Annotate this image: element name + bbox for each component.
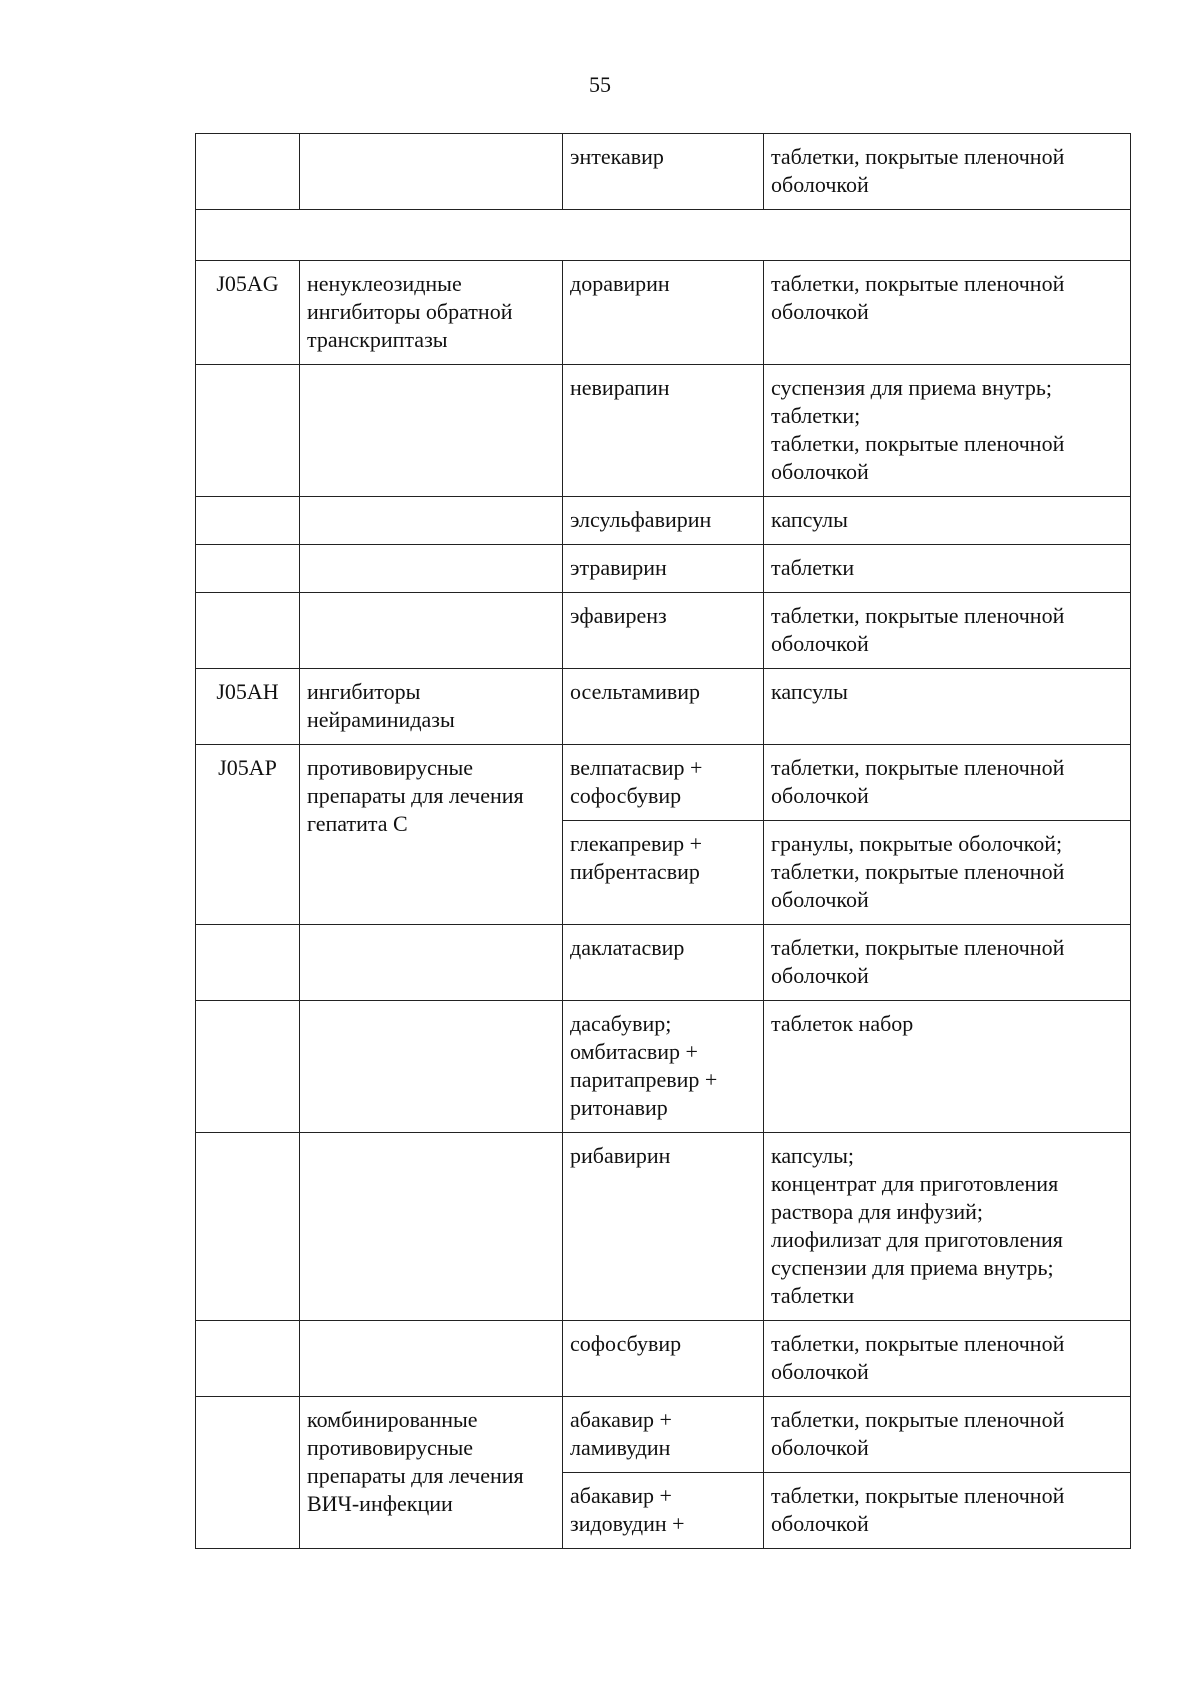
group-cell: противовирусные препараты для лечения гепатита С — [300, 745, 563, 925]
drug-cell: эфавиренз — [563, 593, 764, 669]
drug-cell: дасабувир; омбитасвир + паритапревир + ритонавир — [563, 1001, 764, 1133]
atc-code-cell: J05AP — [196, 745, 300, 925]
dosage-form-cell: гранулы, покрытые оболочкой; таблетки, покрытые пленочной оболочкой — [764, 821, 1131, 925]
empty-cell — [196, 210, 1131, 261]
group-cell — [300, 1001, 563, 1133]
dosage-form-cell: таблетки, покрытые пленочной оболочкой — [764, 134, 1131, 210]
drug-cell: абакавир + зидовудин + — [563, 1473, 764, 1549]
table-row — [196, 1397, 1131, 1473]
dosage-form-cell: таблетки, покрытые пленочной оболочкой — [764, 925, 1131, 1001]
dosage-form-cell: таблетки, покрытые пленочной оболочкой — [764, 1397, 1131, 1473]
group-cell — [300, 365, 563, 497]
dosage-form-cell: таблетки, покрытые пленочной оболочкой — [764, 593, 1131, 669]
dosage-form-cell: капсулы — [764, 497, 1131, 545]
drug-table — [195, 133, 1131, 1549]
group-cell — [300, 497, 563, 545]
group-cell: комбинированные противовирусные препараты для лечения ВИЧ-инфекции — [300, 1397, 563, 1549]
dosage-form-cell: капсулы — [764, 669, 1131, 745]
drug-cell: велпатасвир + софосбувир — [563, 745, 764, 821]
table-row — [196, 497, 1131, 545]
table-row — [196, 1321, 1131, 1397]
group-cell: ингибиторы нейраминидазы — [300, 669, 563, 745]
atc-code-cell — [196, 1133, 300, 1321]
dosage-form-cell: таблеток набор — [764, 1001, 1131, 1133]
atc-code-cell — [196, 1321, 300, 1397]
atc-code-cell — [196, 134, 300, 210]
atc-code-cell — [196, 925, 300, 1001]
table-row — [196, 134, 1131, 210]
atc-code-cell: J05AH — [196, 669, 300, 745]
drug-cell: абакавир + ламивудин — [563, 1397, 764, 1473]
drug-cell: доравирин — [563, 261, 764, 365]
dosage-form-cell: таблетки, покрытые пленочной оболочкой — [764, 261, 1131, 365]
page-number: 55 — [589, 72, 611, 97]
table-row — [196, 745, 1131, 821]
table-row — [196, 669, 1131, 745]
atc-code-cell — [196, 365, 300, 497]
drug-cell: рибавирин — [563, 1133, 764, 1321]
drug-cell: софосбувир — [563, 1321, 764, 1397]
group-cell — [300, 1133, 563, 1321]
table-row — [196, 1133, 1131, 1321]
table-row — [196, 365, 1131, 497]
dosage-form-cell: таблетки, покрытые пленочной оболочкой — [764, 1321, 1131, 1397]
empty-row — [196, 210, 1131, 261]
table-row — [196, 261, 1131, 365]
drug-cell: глекапревир + пибрентасвир — [563, 821, 764, 925]
atc-code-cell — [196, 1397, 300, 1549]
dosage-form-cell: таблетки — [764, 545, 1131, 593]
drug-cell: невирапин — [563, 365, 764, 497]
table-row — [196, 1001, 1131, 1133]
table-row — [196, 545, 1131, 593]
dosage-form-cell: таблетки, покрытые пленочной оболочкой — [764, 1473, 1131, 1549]
table-row — [196, 925, 1131, 1001]
group-cell — [300, 593, 563, 669]
dosage-form-cell: таблетки, покрытые пленочной оболочкой — [764, 745, 1131, 821]
atc-code-cell — [196, 1001, 300, 1133]
group-cell — [300, 1321, 563, 1397]
drug-cell: даклатасвир — [563, 925, 764, 1001]
table-row — [196, 593, 1131, 669]
group-cell — [300, 925, 563, 1001]
group-cell — [300, 545, 563, 593]
dosage-form-cell: суспензия для приема внутрь; таблетки; таблетки, покрытые пленочной оболочкой — [764, 365, 1131, 497]
drug-cell: энтекавир — [563, 134, 764, 210]
dosage-form-cell: капсулы; концентрат для приготовления раствора для инфузий; лиофилизат для приготовления суспензии для приема внутрь; таблетки — [764, 1133, 1131, 1321]
group-cell — [300, 134, 563, 210]
atc-code-cell — [196, 593, 300, 669]
atc-code-cell — [196, 497, 300, 545]
drug-cell: элсульфавирин — [563, 497, 764, 545]
group-cell: ненуклеозидные ингибиторы обратной транскриптазы — [300, 261, 563, 365]
atc-code-cell: J05AG — [196, 261, 300, 365]
drug-cell: этравирин — [563, 545, 764, 593]
atc-code-cell — [196, 545, 300, 593]
drug-cell: осельтамивир — [563, 669, 764, 745]
